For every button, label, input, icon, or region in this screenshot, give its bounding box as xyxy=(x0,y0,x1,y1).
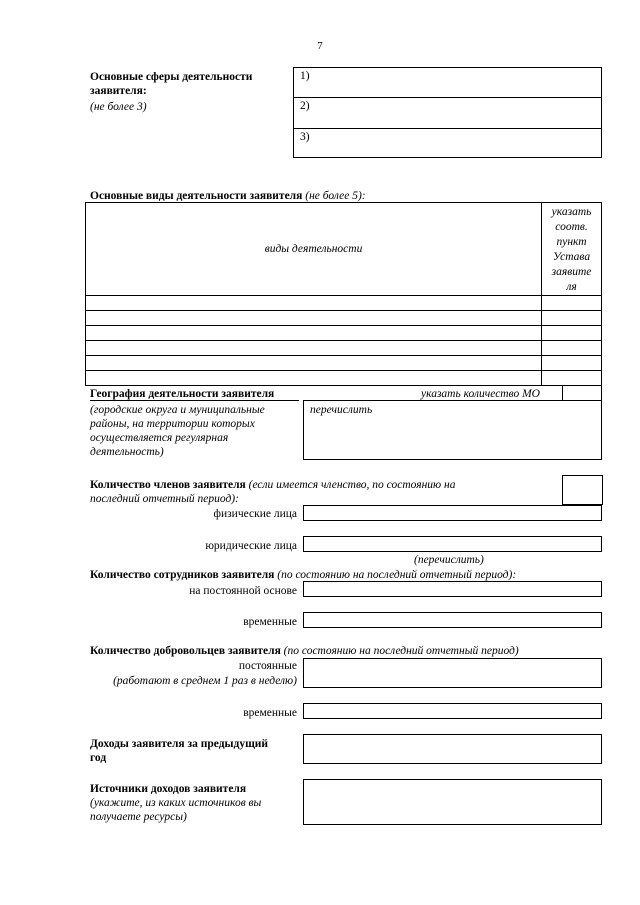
members-heading xyxy=(90,478,560,492)
activities-table xyxy=(85,202,602,386)
employees-permanent-label: на постоянной основе xyxy=(189,585,297,597)
members-title: Количество членов заявителя xyxy=(90,479,246,491)
activity-clause-5[interactable] xyxy=(542,356,602,371)
activity-row-3[interactable] xyxy=(86,326,542,341)
activities-heading xyxy=(90,189,366,203)
employees-title: Количество сотрудников заявителя xyxy=(90,569,275,581)
activity-row-2[interactable] xyxy=(86,311,542,326)
sphere-field-1[interactable] xyxy=(293,67,602,98)
page-number: 7 xyxy=(317,40,323,52)
employees-temporary-label: временные xyxy=(243,616,297,628)
members-note-2: последний отчетный период): xyxy=(90,493,239,505)
geography-note-line-3: осуществляется регулярная xyxy=(90,432,229,444)
sources-note xyxy=(90,796,300,824)
activity-clause-4[interactable] xyxy=(542,341,602,356)
side-header-line-5: заявите xyxy=(551,266,592,278)
activities-title: Основные виды деятельности заявителя xyxy=(90,190,303,202)
volunteers-temporary-label: временные xyxy=(243,707,297,719)
activity-row-5[interactable] xyxy=(86,356,542,371)
volunteers-permanent-field[interactable] xyxy=(303,658,602,688)
sphere-field-2[interactable] xyxy=(293,97,602,129)
sphere-field-3-number: 3) xyxy=(300,131,310,143)
side-header-line-1: указать xyxy=(551,206,592,218)
geography-title-underline xyxy=(90,400,299,401)
members-list-hint: (перечислить) xyxy=(414,554,484,566)
sources-field[interactable] xyxy=(303,779,602,825)
geography-note xyxy=(90,403,300,459)
employees-permanent-field[interactable] xyxy=(303,581,602,597)
geography-note-line-1: (городские округа и муниципальные xyxy=(90,404,265,416)
activity-clause-1[interactable] xyxy=(542,296,602,311)
geography-title: География деятельности заявителя xyxy=(90,388,275,400)
spheres-title: Основные сферы деятельности заявителя: xyxy=(90,71,253,97)
volunteers-temporary-field[interactable] xyxy=(303,703,602,719)
geography-count-label: указать количество МО xyxy=(421,388,540,400)
sources-title: Источники доходов заявителя xyxy=(90,783,247,795)
geography-note-line-4: деятельность) xyxy=(90,446,164,458)
members-total-field[interactable] xyxy=(562,475,603,505)
sources-note-line-2: получаете ресурсы) xyxy=(90,811,187,823)
geography-list-placeholder: перечислить xyxy=(310,404,373,416)
volunteers-title: Количество добровольцев заявителя xyxy=(90,645,281,657)
employees-note: (по состоянию на последний отчетный период): xyxy=(277,569,517,581)
members-legal-field[interactable] xyxy=(303,536,602,552)
members-note-1: (если имеется членство, по состоянию на xyxy=(248,479,456,491)
activity-clause-3[interactable] xyxy=(542,326,602,341)
geography-note-line-2: районы, на территории которых xyxy=(90,418,255,430)
activities-note: (не более 5): xyxy=(305,190,366,202)
sphere-field-3[interactable] xyxy=(293,128,602,158)
members-legal-label: юридические лица xyxy=(205,540,297,552)
income-title xyxy=(90,737,300,765)
volunteers-permanent-note: (работают в среднем 1 раз в неделю) xyxy=(113,675,297,687)
side-header-line-4: Устава xyxy=(552,251,591,263)
side-header-line-3: пункт xyxy=(556,236,587,248)
side-header-line-6: ля xyxy=(566,281,577,293)
volunteers-note: (по состоянию на последний отчетный период) xyxy=(283,645,519,657)
employees-temporary-field[interactable] xyxy=(303,612,602,628)
geography-count-field[interactable] xyxy=(562,385,602,401)
members-physical-label: физические лица xyxy=(213,508,297,520)
activity-clause-2[interactable] xyxy=(542,311,602,326)
activity-row-1[interactable] xyxy=(86,296,542,311)
sources-note-line-1: (укажите, из каких источников вы xyxy=(90,797,262,809)
spheres-note: (не более 3) xyxy=(90,101,147,113)
income-field[interactable] xyxy=(303,734,602,764)
activities-side-header-cell xyxy=(542,203,602,296)
income-title-line-2: год xyxy=(90,752,107,764)
geography-list-field[interactable] xyxy=(303,400,602,460)
sphere-field-2-number: 2) xyxy=(300,100,310,112)
employees-heading xyxy=(90,568,610,582)
members-physical-field[interactable] xyxy=(303,505,602,521)
activity-clause-6[interactable] xyxy=(542,371,602,386)
activity-row-6[interactable] xyxy=(86,371,542,386)
volunteers-heading xyxy=(90,644,610,658)
sphere-field-1-number: 1) xyxy=(300,70,310,82)
side-header-line-2: соотв. xyxy=(555,221,588,233)
activity-row-4[interactable] xyxy=(86,341,542,356)
activities-col-header: виды деятельности xyxy=(264,243,363,255)
income-title-line-1: Доходы заявителя за предыдущий xyxy=(90,738,269,750)
activities-header-cell xyxy=(86,203,542,296)
volunteers-permanent-label: постоянные xyxy=(238,660,297,672)
